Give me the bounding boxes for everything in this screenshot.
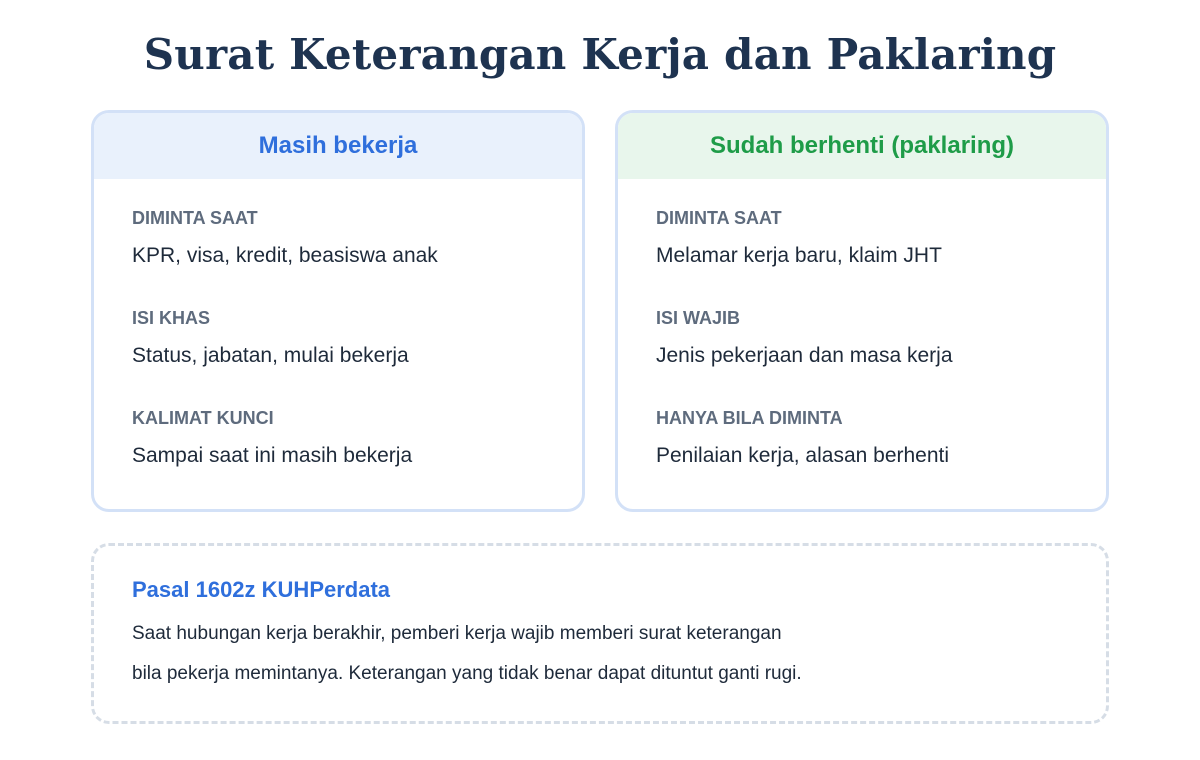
card-item xyxy=(656,306,1068,406)
card-header-stopped-working: Sudah berhenti (paklaring) xyxy=(618,113,1106,179)
card-still-working xyxy=(91,110,585,512)
note-text xyxy=(132,614,1068,694)
card-item xyxy=(656,406,1068,506)
page-title: Surat Keterangan Kerja dan Paklaring xyxy=(143,30,1057,79)
item-label: ISI KHAS xyxy=(132,308,211,328)
card-body xyxy=(94,179,582,506)
card-item xyxy=(132,306,544,406)
card-header-still-working: Masih bekerja xyxy=(94,113,582,179)
card-stopped-working xyxy=(615,110,1109,512)
item-value: Status, jabatan, mulai bekerja xyxy=(132,344,409,367)
item-label: ISI WAJIB xyxy=(656,308,741,328)
item-value: Jenis pekerjaan dan masa kerja xyxy=(656,344,953,367)
card-body xyxy=(618,179,1106,506)
item-label: KALIMAT KUNCI xyxy=(132,408,274,428)
card-item xyxy=(132,406,544,506)
item-label: DIMINTA SAAT xyxy=(656,208,782,228)
item-value: Melamar kerja baru, klaim JHT xyxy=(656,244,942,267)
card-item xyxy=(656,206,1068,306)
item-value: Penilaian kerja, alasan berhenti xyxy=(656,444,950,467)
item-label: HANYA BILA DIMINTA xyxy=(656,408,843,428)
item-value: Sampai saat ini masih bekerja xyxy=(132,444,413,467)
legal-note xyxy=(91,543,1109,724)
note-line: Saat hubungan kerja berakhir, pemberi kerja wajib memberi surat keterangan xyxy=(132,623,782,644)
card-item xyxy=(132,206,544,306)
item-value: KPR, visa, kredit, beasiswa anak xyxy=(132,244,438,267)
item-label: DIMINTA SAAT xyxy=(132,208,258,228)
note-line: bila pekerja memintanya. Keterangan yang tidak benar dapat dituntut ganti rugi. xyxy=(132,663,802,684)
note-title: Pasal 1602z KUHPerdata xyxy=(132,577,391,602)
